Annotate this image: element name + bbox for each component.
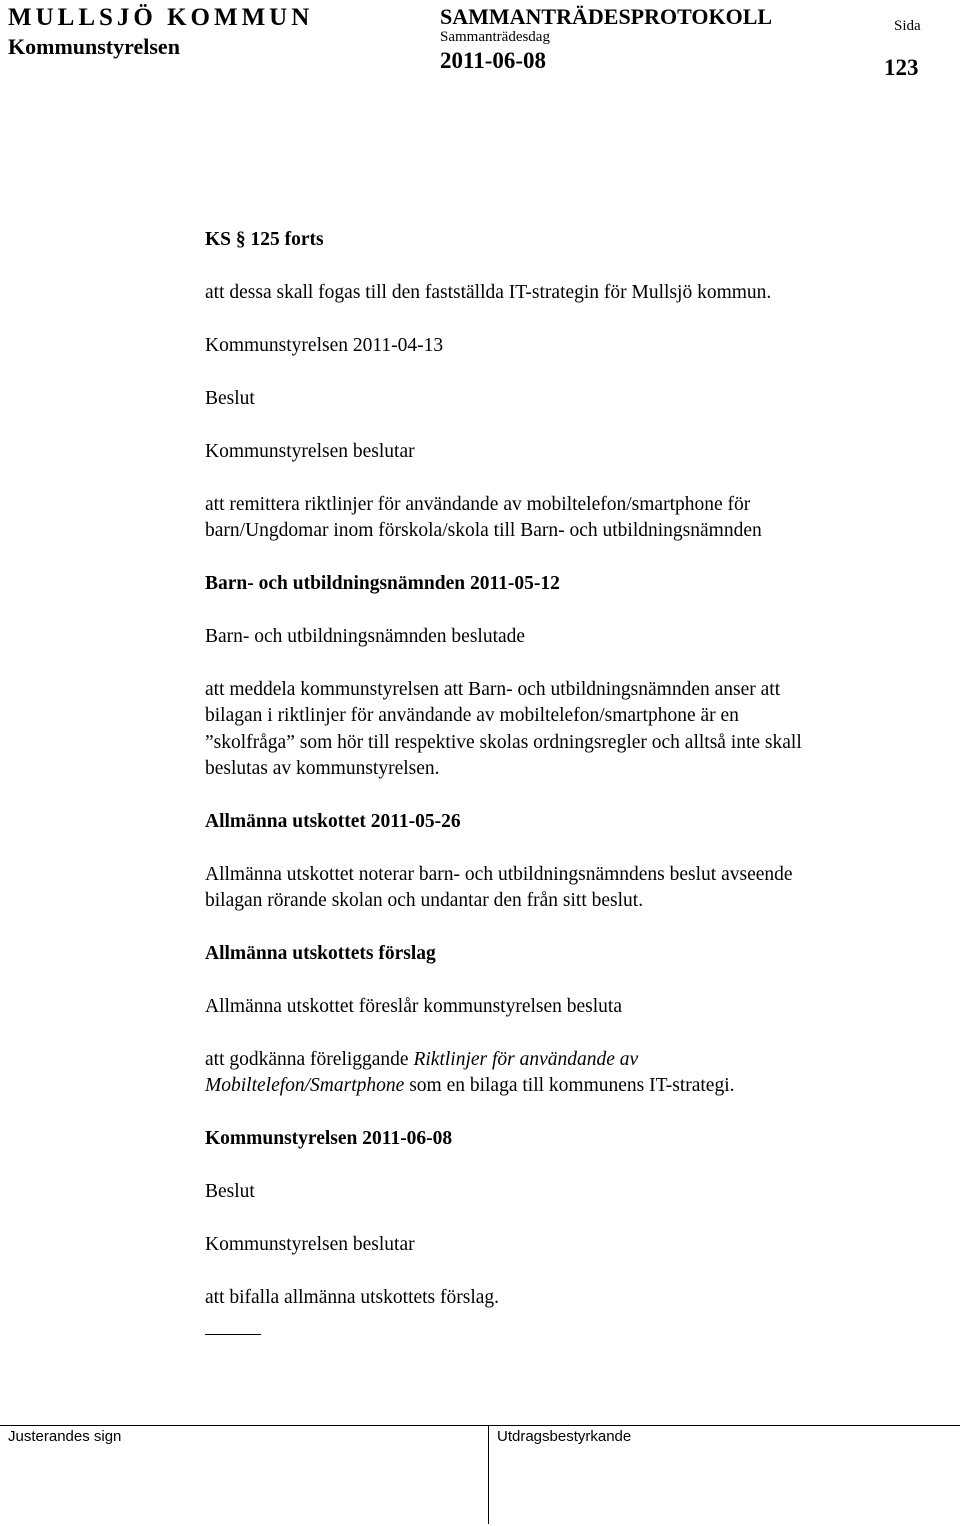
section-heading: KS § 125 forts bbox=[205, 229, 324, 250]
page-number: 123 bbox=[884, 55, 919, 80]
au-text-line-2: bilagan rörande skolan och undantar den från sitt beslut. bbox=[205, 890, 644, 911]
footer-divider bbox=[0, 1425, 960, 1426]
beslut-label-1: Beslut bbox=[205, 388, 255, 409]
forslag-heading: Allmänna utskottets förslag bbox=[205, 943, 436, 964]
forslag-text: Allmänna utskottet föreslår kommunstyrelsen besluta bbox=[205, 996, 622, 1017]
ks-0608-heading: Kommunstyrelsen 2011-06-08 bbox=[205, 1128, 453, 1149]
end-rule bbox=[205, 1334, 261, 1335]
remittera-line-2: barn/Ungdomar inom förskola/skola till Barn- och utbildningsnämnden bbox=[205, 520, 762, 541]
date-label: Sammanträdesdag bbox=[440, 29, 550, 45]
au-text-line-1: Allmänna utskottet noterar barn- och utbildningsnämndens beslut avseende bbox=[205, 864, 793, 885]
intro-paragraph: att dessa skall fogas till den fastställda IT-strategin för Mullsjö kommun. bbox=[205, 282, 772, 303]
bifalla-paragraph: att bifalla allmänna utskottets förslag. bbox=[205, 1287, 500, 1308]
au-heading: Allmänna utskottet 2011-05-26 bbox=[205, 811, 461, 832]
remittera-line-1: att remittera riktlinjer för användande av mobiltelefon/smartphone för bbox=[205, 494, 751, 515]
utdragsbestyrkande-label: Utdragsbestyrkande bbox=[497, 1428, 632, 1445]
ks-beslutar-1: Kommunstyrelsen beslutar bbox=[205, 441, 415, 462]
organization-name: MULLSJÖ KOMMUN bbox=[8, 4, 314, 31]
page-label: Sida bbox=[894, 18, 921, 34]
godkanna-line-1 bbox=[205, 1047, 638, 1074]
meeting-date: 2011-06-08 bbox=[440, 48, 547, 73]
meddela-line-3: ”skolfråga” som hör till respektive skolas ordningsregler och alltså inte skall bbox=[205, 732, 802, 753]
document-type: SAMMANTRÄDESPROTOKOLL bbox=[440, 4, 773, 29]
document-title-part-1: Riktlinjer för användande av bbox=[413, 1049, 639, 1070]
bun-beslutade: Barn- och utbildningsnämnden beslutade bbox=[205, 626, 526, 647]
meddela-line-4: beslutas av kommunstyrelsen. bbox=[205, 758, 440, 779]
bun-heading: Barn- och utbildningsnämnden 2011-05-12 bbox=[205, 573, 560, 594]
ks-beslutar-2: Kommunstyrelsen beslutar bbox=[205, 1234, 415, 1255]
body-name: Kommunstyrelsen bbox=[8, 34, 180, 59]
justerandes-sign-label: Justerandes sign bbox=[8, 1428, 122, 1445]
meddela-line-2: bilagan i riktlinjer för användande av mobiltelefon/smartphone är en bbox=[205, 705, 739, 726]
ks-0413-heading: Kommunstyrelsen 2011-04-13 bbox=[205, 335, 444, 356]
godkanna-prefix: att godkänna föreliggande bbox=[205, 1049, 414, 1070]
beslut-label-2: Beslut bbox=[205, 1181, 255, 1202]
godkanna-suffix: som en bilaga till kommunens IT-strategi. bbox=[404, 1075, 735, 1096]
godkanna-line-2 bbox=[205, 1073, 735, 1100]
document-title-part-2: Mobiltelefon/Smartphone bbox=[205, 1075, 405, 1096]
footer-column-divider bbox=[488, 1425, 489, 1524]
meddela-line-1: att meddela kommunstyrelsen att Barn- och utbildningsnämnden anser att bbox=[205, 679, 781, 700]
